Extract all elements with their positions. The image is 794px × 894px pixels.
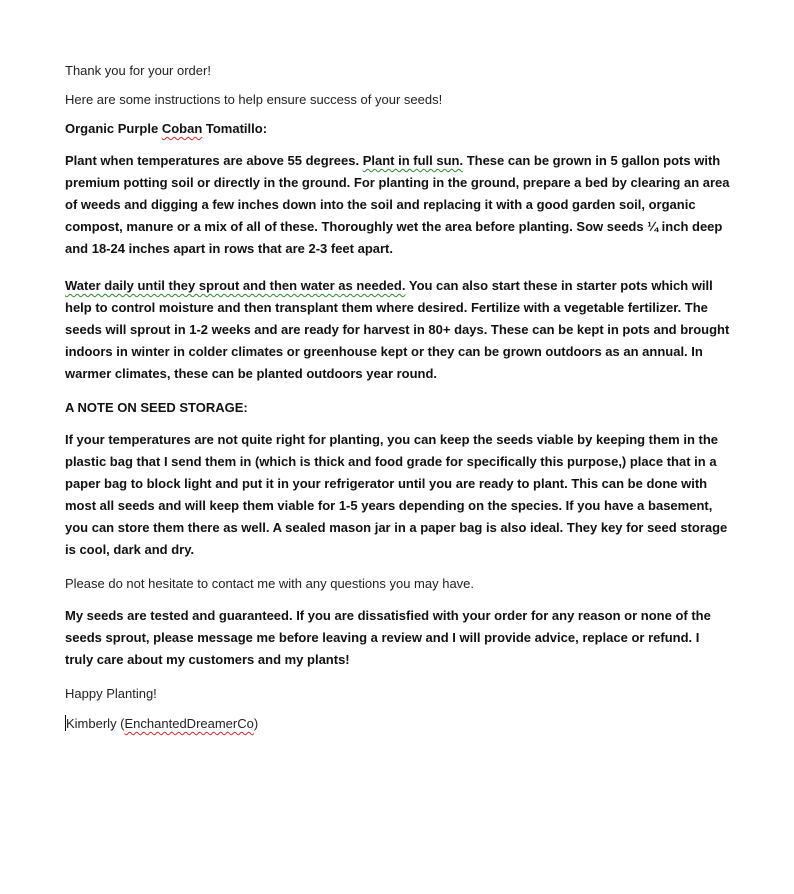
thank-you-line: Thank you for your order! [65,63,211,78]
happy-planting-line: Happy Planting! [65,686,157,701]
planting-rest-text: These can be grown in 5 gallon pots with premium potting soil or directly in the ground. For planting in the ground, prepare a bed by clearing an area of weeds and digging a few inches down into the soil and replacing it with a good garden soil, organic compost, manure or a mix of all of these. Thoroughly wet the area before planting. Sow seeds ¼ inch deep and 18-24 inches apart in rows that are 2-3 feet apart. [65,153,730,256]
planting-temp-text: Plant when temperatures are above 55 degrees. [65,153,363,168]
watering-paragraph [65,275,730,385]
signature-line [65,715,730,731]
product-title-pre: Organic Purple [65,121,162,136]
product-title [65,121,730,136]
planting-paragraph [65,150,730,260]
signature-handle: EnchantedDreamerCo [124,716,254,731]
signature-close: ) [253,716,259,731]
product-title-coban: Coban [161,121,203,136]
contact-line: Please do not hesitate to contact me with any questions you may have. [65,576,475,591]
seed-storage-heading: A NOTE ON SEED STORAGE: [65,400,248,415]
planting-sun-text: Plant in full sun. [362,153,464,168]
guarantee-paragraph: My seeds are tested and guaranteed. If you are dissatisfied with your order for any reason or none of the seeds sprout, please message me before leaving a review and I will provide advice, replace or refund. I truly care about my customers and my plants! [65,608,711,667]
signature-name: Kimberly ( [66,716,125,731]
watering-squiggle-text: Water daily until they sprout and then water as needed. [65,278,406,293]
seed-storage-paragraph: If your temperatures are not quite right for planting, you can keep the seeds viable by keeping them in the plastic bag that I send them in (which is thick and food grade for specifically this purpose,) place that in a paper bag to block light and put it in your refrigerator until you are ready to plant. This can be done with most all seeds and will keep them viable for 1-5 years depending on the species. If you have a basement, you can store them there as well. A sealed mason jar in a paper bag is also ideal. They key for seed storage is cool, dark and dry. [65,432,728,557]
intro-line: Here are some instructions to help ensure success of your seeds! [65,92,443,107]
letter-body [65,63,730,731]
watering-rest-text: You can also start these in starter pots which will help to control moisture and then transplant them where desired. Fertilize with a vegetable fertilizer. The seeds will sprout in 1-2 weeks and are ready for harvest in 80+ days. These can be kept in pots and brought indoors in winter in colder climates or greenhouse kept or they can be grown outdoors as an annual. In warmer climates, these can be planted outdoors year round. [65,278,730,381]
product-title-post: Tomatillo: [202,121,268,136]
